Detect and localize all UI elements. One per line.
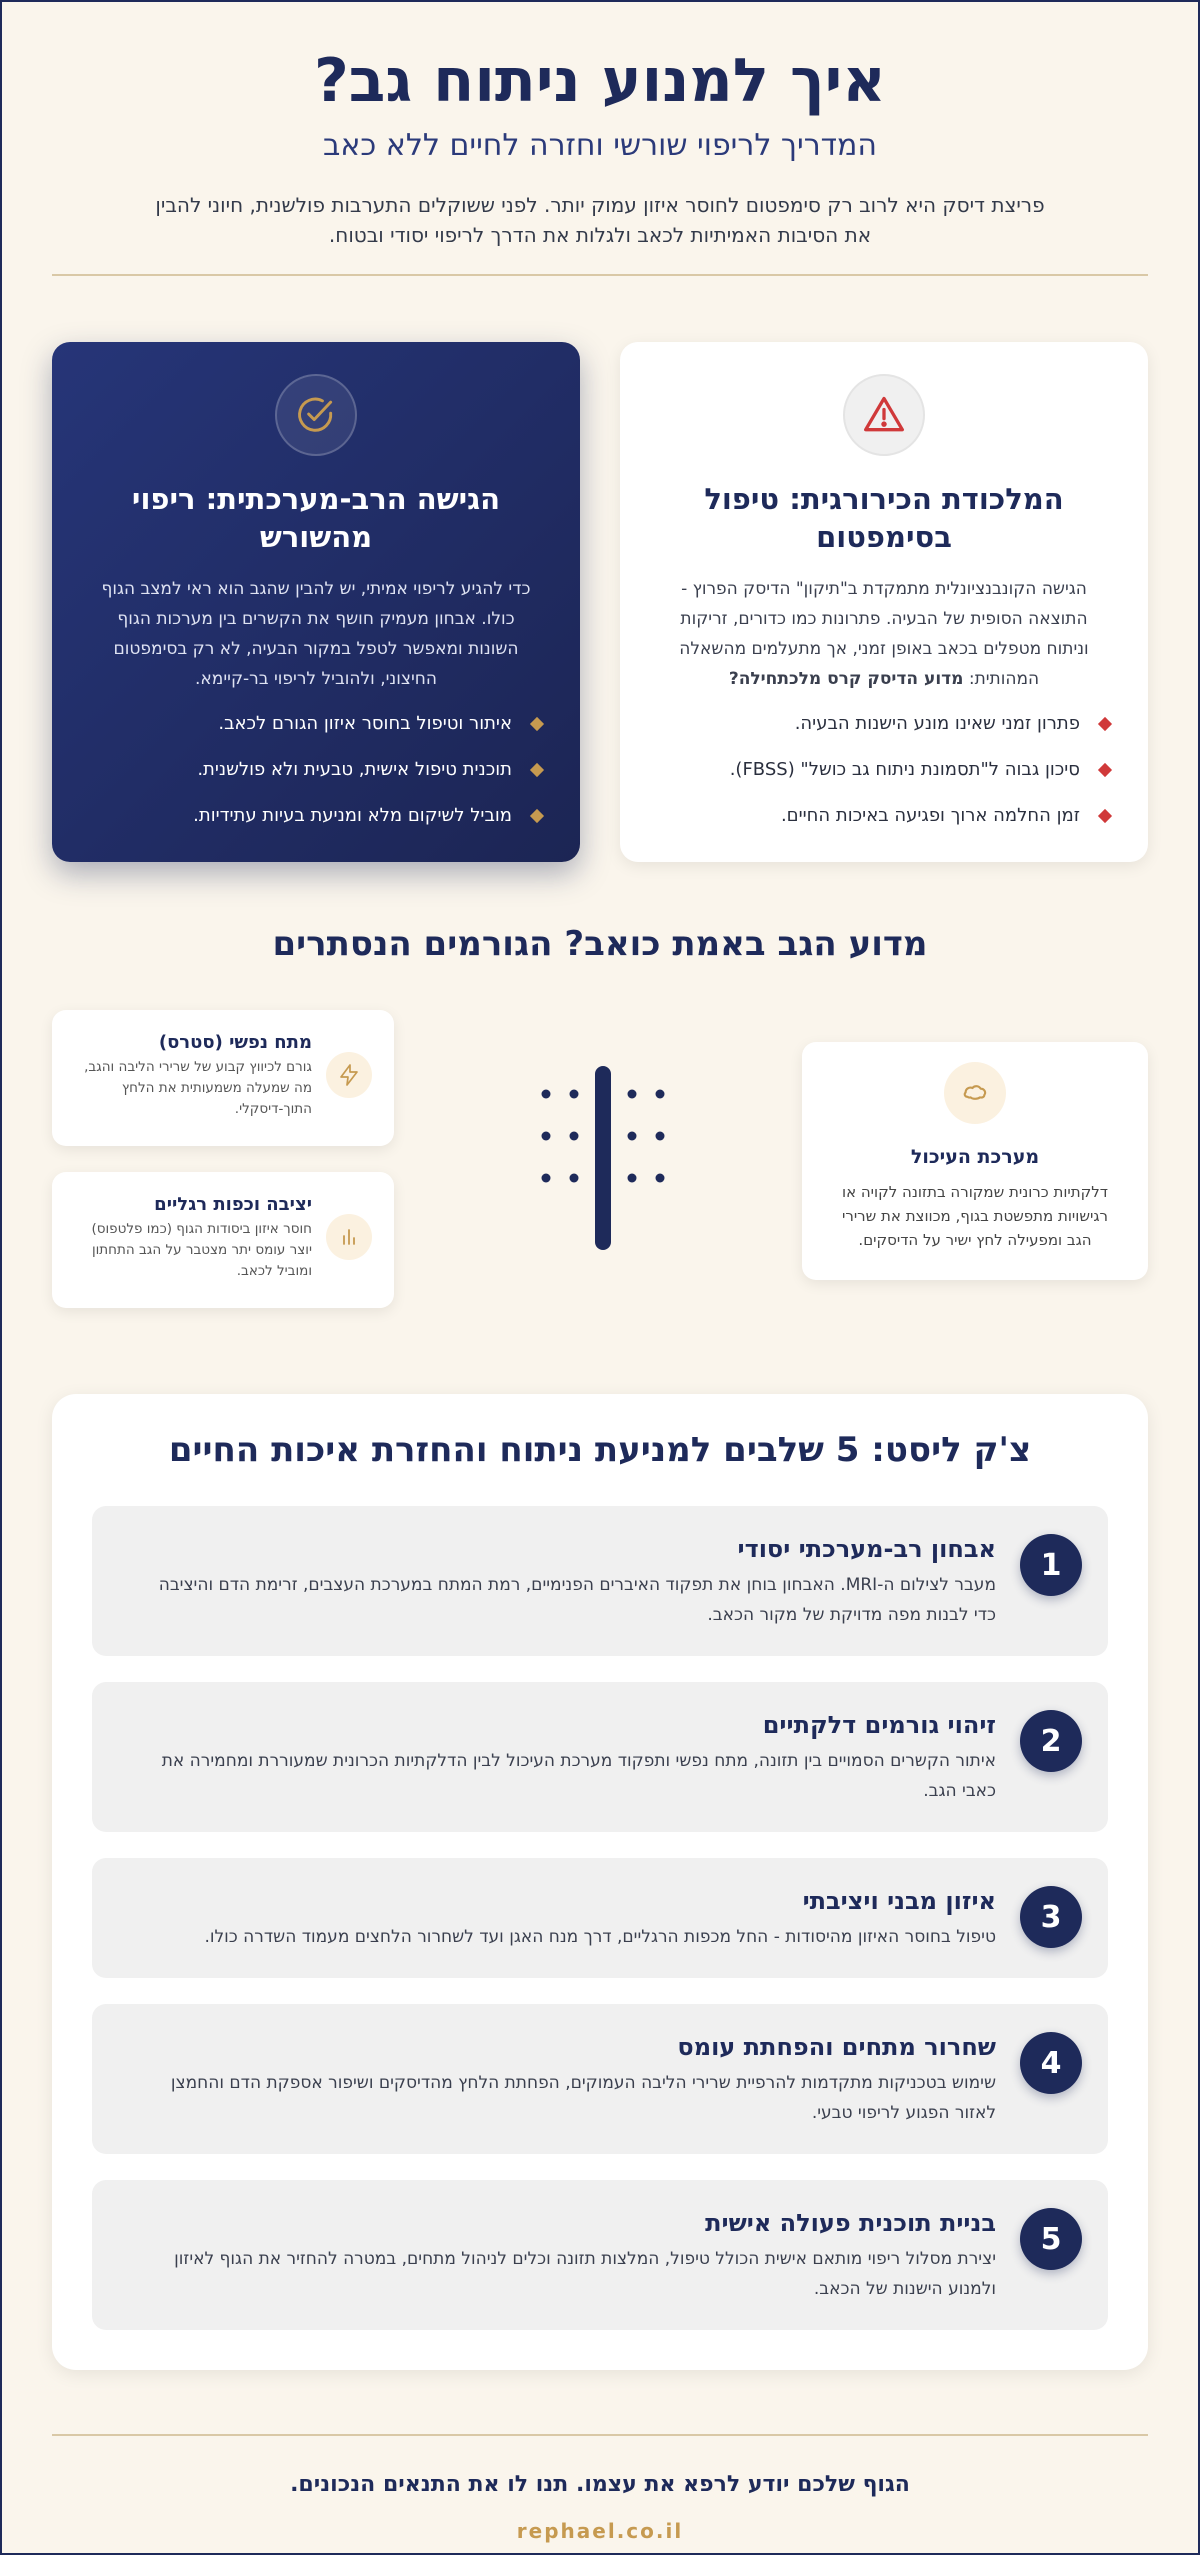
list-item xyxy=(90,758,542,782)
warning-icon xyxy=(843,374,925,456)
stress-cause-card xyxy=(52,1010,394,1146)
step-number-badge: 1 xyxy=(1020,1534,1082,1596)
causes-section xyxy=(52,1010,1148,1330)
step-text: מעבר לצילום ה-MRI. האבחון בוחן את תפקוד האיברים הפנימיים, רמת המתח במערכת העצבים, זרימת הדם והיציבה כדי לבנות מפה מדויקת של מקור הכאב. xyxy=(158,1575,996,1625)
list-item xyxy=(658,712,1110,736)
check-circle-icon xyxy=(275,374,357,456)
step-body xyxy=(132,2208,996,2304)
step-body xyxy=(132,1534,996,1630)
surgical-card-body: הגישה הקונבנציונלית מתמקדת ב"תיקון" הדיסק הפרוץ - התוצאה הסופית של הבעיה. פתרונות כמו כדורים, זריקות וניתוח מטפלים בכאב באופן זמני, אך מתעלמים מהשאלה המהותית: xyxy=(679,579,1089,689)
footer-tagline: הגוף שלכם יודע לרפא את עצמו. תנו לו את התנאים הנכונים. xyxy=(290,2472,910,2497)
holistic-card-title: הגישה הרב-מערכתית: ריפוי מהשורש xyxy=(131,482,501,554)
intro-line-1: פריצת דיסק היא לרוב רק סימפטום לחוסר איזון עמוק יותר. לפני ששוקלים התערבות פולשנית, חיוני להבין xyxy=(155,193,1045,217)
intro-text xyxy=(150,190,1050,250)
list-item xyxy=(90,804,542,828)
list-item xyxy=(90,712,542,736)
bars-icon xyxy=(326,1214,372,1260)
page-content xyxy=(52,2,1148,2543)
step-body xyxy=(132,2032,996,2128)
step-text: טיפול בחוסר האיזון מהיסודות - החל מכפות הרגליים, דרך מנח האגן ועד לשחרור הלחצים מעמוד השדרה כולו. xyxy=(204,1927,996,1947)
step-title: שחרור מתחים והפחתת עומס xyxy=(677,2033,996,2061)
diamond-bullet-icon xyxy=(530,717,544,731)
step-text: איתור הקשרים הסמויים בין תזונה, מתח נפשי ותפקוד מערכת העיכול לבין הדלקתיות הכרונית שמעוררת ומחמירה את כאבי הגב. xyxy=(161,1751,996,1801)
intro-line-2: את הסיבות האמיתיות לכאב ולגלות את הדרך לריפוי יסודי ובטוח. xyxy=(328,223,872,247)
header-divider xyxy=(52,274,1148,276)
list-item-text: מוביל לשיקום מלא ומניעת בעיות עתידיות. xyxy=(193,805,512,826)
diamond-bullet-icon xyxy=(530,763,544,777)
lightning-icon xyxy=(326,1052,372,1098)
step-text: יצירת מסלול ריפוי מותאם אישית הכולל טיפול, המלצות תזונה וכלים לניהול מתחים, במטרה להחזיר את הגוף לאיזון ולמנוע הישנות של הכאב. xyxy=(174,2249,996,2299)
surgical-card-title: המלכודת הכירורגית: טיפול בסימפטום xyxy=(704,482,1064,554)
causes-section-title: מדוע הגב באמת כואב? הגורמים הנסתרים xyxy=(272,924,928,964)
checklist-card xyxy=(52,1394,1148,2370)
diamond-bullet-icon xyxy=(1098,717,1112,731)
digestive-cause-text: דלקתיות כרונית שמקורה בתזונה לקויה או רגישויות מתפשטת בגוף, מכווצת את שרירי הגב ומפעילה לחץ ישיר על הדיסקים. xyxy=(841,1183,1108,1249)
checklist-step xyxy=(92,1506,1108,1656)
checklist-step xyxy=(92,2004,1108,2154)
list-item xyxy=(658,758,1110,782)
comparison-cards xyxy=(52,342,1148,862)
checklist-step xyxy=(92,2180,1108,2330)
digestive-cause-title: מערכת העיכול xyxy=(910,1146,1040,1168)
list-item-text: זמן החלמה ארוך ופגיעה באיכות החיים. xyxy=(780,805,1080,826)
surgical-card-question: מדוע הדיסק קרס מלכתחילה? xyxy=(728,669,964,689)
diamond-bullet-icon xyxy=(1098,763,1112,777)
stress-cause-title: מתח נפשי (סטרס) xyxy=(158,1032,312,1053)
step-number-badge: 2 xyxy=(1020,1710,1082,1772)
footer-site-link[interactable]: rephael.co.il xyxy=(516,2519,684,2543)
surgical-trap-card xyxy=(620,342,1148,862)
footer-divider xyxy=(52,2434,1148,2436)
step-number-badge: 3 xyxy=(1020,1886,1082,1948)
diamond-bullet-icon xyxy=(530,809,544,823)
list-item-text: תוכנית טיפול אישית, טבעית ולא פולשנית. xyxy=(197,759,512,780)
step-title: אבחון רב-מערכתי יסודי xyxy=(737,1535,996,1563)
step-body xyxy=(204,1886,996,1952)
step-number-badge: 5 xyxy=(1020,2208,1082,2270)
step-body xyxy=(132,1710,996,1806)
posture-cause-body xyxy=(74,1194,312,1294)
page-subtitle: המדריך לריפוי שורשי וחזרה לחיים ללא כאב xyxy=(322,128,878,163)
list-item-text: סיכון גבוה ל"תסמונת ניתוח גב כושל" (FBSS). xyxy=(729,759,1080,780)
step-number-badge: 4 xyxy=(1020,2032,1082,2094)
holistic-approach-card xyxy=(52,342,580,862)
posture-cause-title: יציבה וכפות רגליים xyxy=(154,1194,312,1215)
checklist-title: צ'ק ליסט: 5 שלבים למניעת ניתוח והחזרת איכות החיים xyxy=(168,1430,1032,1470)
list-item-text: איתור וטיפול בחוסר איזון הגורם לכאב. xyxy=(218,713,512,734)
stress-cause-text: גורם לכיווץ קבוע של שרירי הליבה והגב, מה שמעלה משמעותית את הלחץ התוך-דיסקלי. xyxy=(84,1059,312,1117)
stomach-icon xyxy=(944,1062,1006,1124)
stress-cause-body xyxy=(74,1032,312,1132)
surgical-card-list xyxy=(658,712,1110,828)
checklist-step xyxy=(92,1858,1108,1978)
surgical-card-text xyxy=(658,574,1110,694)
diamond-bullet-icon xyxy=(1098,809,1112,823)
digestive-cause-card xyxy=(802,1042,1148,1280)
list-item xyxy=(658,804,1110,828)
step-title: זיהוי גורמים דלקתיים xyxy=(762,1711,996,1739)
holistic-card-text: כדי להגיע לריפוי אמיתי, יש להבין שהגב הוא ראי למצב הגוף כולו. אבחון מעמיק חושף את הקשרים בין מערכות הגוף השונות ומאפשר לטפל במקור הבעיה, לא רק בסימפטום החיצוני, ולהוביל לריפוי בר-קיימא. xyxy=(101,579,531,689)
posture-cause-card xyxy=(52,1172,394,1308)
checklist-step xyxy=(92,1682,1108,1832)
step-title: בניית תוכנית פעולה אישית xyxy=(705,2209,996,2237)
posture-cause-text: חוסר איזון ביסודות הגוף (כמו פלטפוס) יוצר עומס יתר מצטבר על הגב התחתון ומוביל לכאב. xyxy=(91,1221,312,1279)
list-item-text: פתרון זמני שאינו מונע הישנות הבעיה. xyxy=(794,713,1080,734)
step-title: איזון מבני ויציבתי xyxy=(802,1887,996,1915)
holistic-card-list xyxy=(90,712,542,828)
step-text: שימוש בטכניקות מתקדמות להרפיית שרירי הליבה העמוקים, הפחתת הלחץ מהדיסקים ושיפור אספקת הדם והחמצן לאזור הפגוע לריפוי טבעי. xyxy=(170,2073,996,2123)
page-title: איך למנוע ניתוח גב? xyxy=(314,46,886,116)
spine-illustration xyxy=(538,1066,668,1250)
